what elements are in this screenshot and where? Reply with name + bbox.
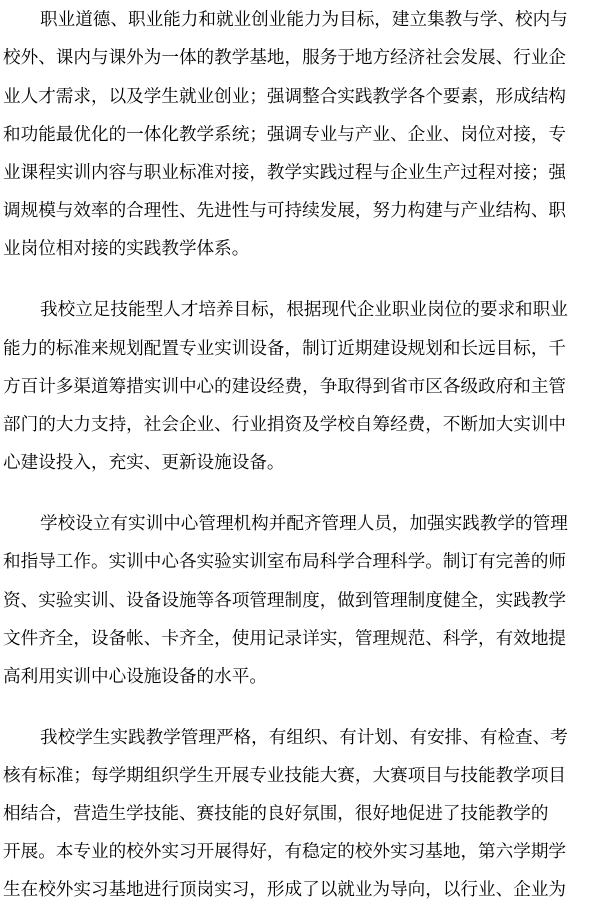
text-line: 资、实验实训、设备设施等各项管理制度，做到管理制度健全，实践教学: [3, 591, 567, 611]
text-line: 调规模与效率的合理性、先进性与可持续发展，努力构建与产业结构、职: [3, 201, 567, 221]
text-line: 文件齐全，设备帐、卡齐全，使用记录详实，管理规范、科学，有效地提: [3, 629, 567, 649]
text-line: 业岗位相对接的实践教学体系。: [3, 239, 250, 259]
text-line: 和指导工作。实训中心各实验实训室布局科学合理科学。制订有完善的师: [3, 552, 567, 572]
text-line: 职业道德、职业能力和就业创业能力为目标，建立集教与学、校内与: [40, 10, 568, 30]
text-line: 开展。本专业的校外实习开展得好，有稳定的校外实习基地，第六学期学: [3, 842, 567, 862]
text-line: 能力的标准来规划配置专业实训设备，制订近期建设规划和长远目标，千: [3, 339, 567, 359]
text-line: 心建设投入，充实、更新设施设备。: [3, 453, 285, 473]
text-line: 校外、课内与课外为一体的教学基地，服务于地方经济社会发展、行业企: [3, 48, 567, 68]
text-line: 相结合，营造生学技能、赛技能的良好氛围，很好地促进了技能教学的: [3, 804, 549, 824]
text-line: 业课程实训内容与职业标准对接，教学实践过程与企业生产过程对接；强: [3, 163, 567, 183]
text-line: 生在校外实习基地进行顶岗实习，形成了以就业为导向，以行业、企业为: [3, 880, 567, 900]
text-line: 业人才需求，以及学生就业创业；强调整合实践教学各个要素，形成结构: [3, 87, 567, 107]
text-line: 部门的大力支持，社会企业、行业捐资及学校自筹经费，不断加大实训中: [3, 415, 567, 435]
text-line: 和功能最优化的一体化教学系统；强调专业与产业、企业、岗位对接，专: [3, 125, 567, 145]
text-line: 方百计多渠道筹措实训中心的建设经费，争取得到省市区各级政府和主管: [3, 377, 567, 397]
text-line: 我校学生实践教学管理严格，有组织、有计划、有安排、有检查、考: [40, 728, 568, 748]
text-line: 高利用实训中心设施设备的水平。: [3, 667, 267, 687]
text-line: 学校设立有实训中心管理机构并配齐管理人员，加强实践教学的管理: [40, 514, 568, 534]
text-line: 核有标准；每学期组织学生开展专业技能大赛，大赛项目与技能教学项目: [3, 766, 567, 786]
text-line: 我校立足技能型人才培养目标，根据现代企业职业岗位的要求和职业: [40, 300, 568, 320]
